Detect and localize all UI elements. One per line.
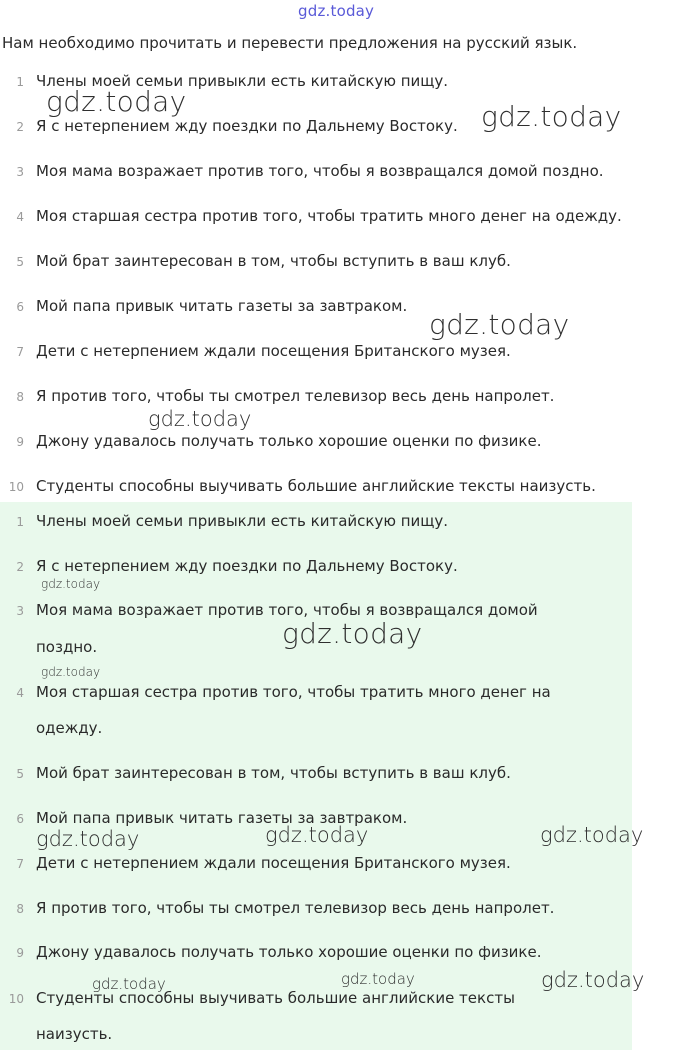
item-text: Джону удавалось получать только хорошие оценки по физике. bbox=[36, 943, 542, 961]
watermark: gdz.today bbox=[481, 100, 622, 133]
item-number: 9 bbox=[16, 435, 24, 449]
item-number: 2 bbox=[16, 120, 24, 134]
item-text: Я с нетерпением жду поездки по Дальнему Востоку. bbox=[36, 117, 458, 135]
item-number: 7 bbox=[16, 345, 24, 359]
watermark: gdz.today bbox=[41, 665, 101, 679]
item-text: Моя старшая сестра против того, чтобы тратить много денег на bbox=[36, 683, 551, 701]
item-number: 2 bbox=[16, 560, 24, 574]
item-number: 6 bbox=[16, 812, 24, 826]
item-text: Мой брат заинтересован в том, чтобы вступить в ваш клуб. bbox=[36, 252, 511, 270]
item-text: Я с нетерпением жду поездки по Дальнему Востоку. bbox=[36, 557, 458, 575]
item-number: 3 bbox=[16, 604, 24, 618]
item-text: Члены моей семьи привыкли есть китайскую пищу. bbox=[36, 72, 449, 90]
item-number: 8 bbox=[16, 390, 24, 404]
item-text: Члены моей семьи привыкли есть китайскую пищу. bbox=[36, 512, 449, 530]
item-text: Дети с нетерпением ждали посещения Британского музея. bbox=[36, 342, 511, 360]
watermark: gdz.today bbox=[36, 827, 140, 851]
watermark: gdz.today bbox=[341, 970, 415, 988]
watermark: gdz.today bbox=[148, 407, 252, 431]
instruction-text: Нам необходимо прочитать и перевести предложения на русский язык. bbox=[2, 34, 578, 52]
item-text: Моя мама возражает против того, чтобы я возвращался домой поздно. bbox=[36, 162, 604, 180]
item-number: 1 bbox=[16, 515, 24, 529]
watermark: gdz.today bbox=[92, 975, 166, 993]
item-text: Мой брат заинтересован в том, чтобы вступить в ваш клуб. bbox=[36, 764, 511, 782]
item-text: Я против того, чтобы ты смотрел телевизор весь день напролет. bbox=[36, 899, 555, 917]
item-text: Студенты способны выучивать большие английские тексты наизусть. bbox=[36, 477, 596, 495]
item-number: 5 bbox=[16, 767, 24, 781]
item-number: 6 bbox=[16, 300, 24, 314]
watermark: gdz.today bbox=[41, 577, 101, 591]
watermark: gdz.today bbox=[46, 85, 187, 118]
item-number: 9 bbox=[16, 946, 24, 960]
item-text-continued: наизусть. bbox=[36, 1025, 113, 1043]
item-text: Я против того, чтобы ты смотрел телевизор весь день напролет. bbox=[36, 387, 555, 405]
watermark: gdz.today bbox=[540, 823, 644, 847]
item-text: Дети с нетерпением ждали посещения Британского музея. bbox=[36, 854, 511, 872]
watermark: gdz.today bbox=[541, 968, 645, 992]
watermark: gdz.today bbox=[265, 823, 369, 847]
item-text: Мой папа привык читать газеты за завтраком. bbox=[36, 809, 408, 827]
item-number: 5 bbox=[16, 255, 24, 269]
watermark: gdz.today bbox=[429, 308, 570, 341]
item-number: 1 bbox=[16, 75, 24, 89]
item-text: Мой папа привык читать газеты за завтраком. bbox=[36, 297, 408, 315]
header-watermark: gdz.today bbox=[298, 2, 375, 20]
item-text-continued: поздно. bbox=[36, 638, 98, 656]
item-text: Моя мама возражает против того, чтобы я возвращался домой bbox=[36, 601, 538, 619]
watermark: gdz.today bbox=[282, 617, 423, 650]
item-text: Студенты способны выучивать большие английские тексты bbox=[36, 989, 515, 1007]
item-number: 7 bbox=[16, 857, 24, 871]
item-number: 3 bbox=[16, 165, 24, 179]
item-number: 10 bbox=[8, 480, 24, 494]
item-number: 4 bbox=[16, 210, 24, 224]
item-number: 4 bbox=[16, 686, 24, 700]
item-text-continued: одежду. bbox=[36, 719, 103, 737]
item-number: 10 bbox=[8, 992, 24, 1006]
item-text: Джону удавалось получать только хорошие оценки по физике. bbox=[36, 432, 542, 450]
item-number: 8 bbox=[16, 902, 24, 916]
item-text: Моя старшая сестра против того, чтобы тратить много денег на одежду. bbox=[36, 207, 622, 225]
